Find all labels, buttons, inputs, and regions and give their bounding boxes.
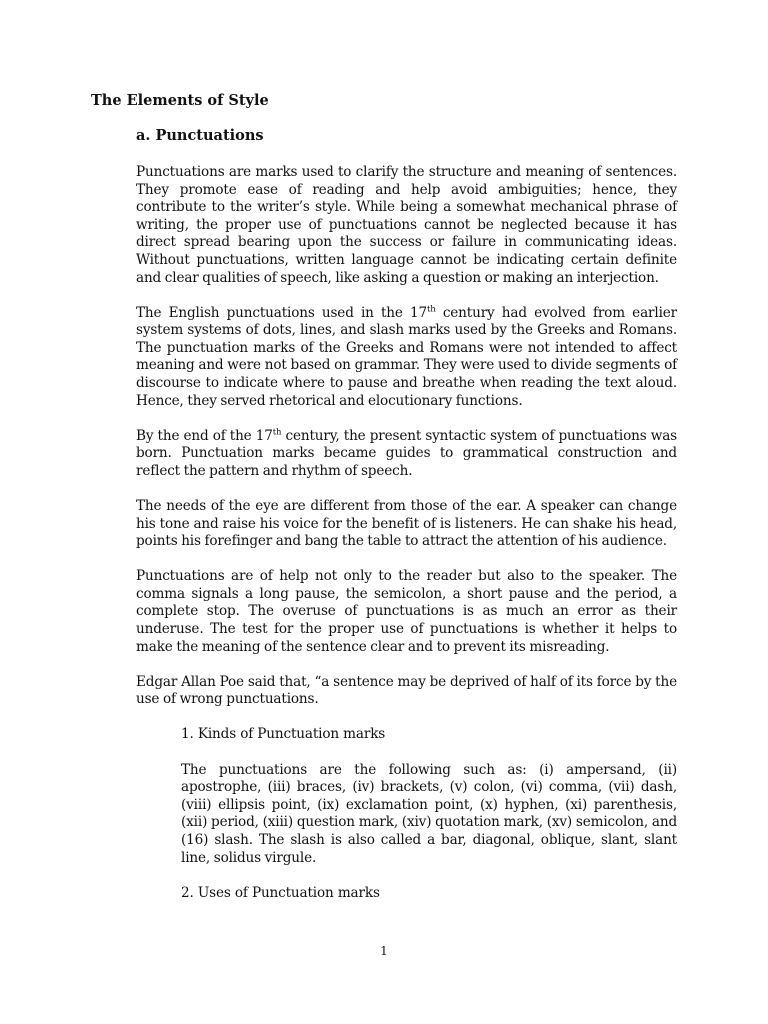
paragraph-syntactic-start: By the end of the 17	[136, 427, 273, 444]
paragraph-reader-and-speaker: Punctuations are of help not only to the reader but also to the speaker. The comma signals a long pause, the semicolon, a short pause and the period, a complete stop. The overuse of punctuations is as much an error as their underuse. The test for the proper use of punctuations is whether it helps to make the meaning of the sentence clear and to prevent its misreading.	[136, 568, 677, 655]
subsection-text-kinds: The punctuations are the following such as: (i) ampersand, (ii) apostrophe, (iii) braces, (iv) brackets, (v) colon, (vi) comma, (vii) dash, (viii) ellipsis point, (ix) exclamation point, (x) hyphen, (xi) parenthesis, (xii) period, (xiii) question mark, (xiv) quotation mark, (xv) semicolon, and (16) slash. The slash is also called a bar, diagonal, oblique, slant, slant line, solidus virgule.	[181, 761, 677, 866]
ordinal-suffix: th	[427, 304, 436, 315]
paragraph-history	[136, 305, 677, 411]
document-title: The Elements of Style	[91, 92, 269, 109]
paragraph-poe-quote: Edgar Allan Poe said that, “a sentence may be deprived of half of its force by the use of wrong punctuations.	[136, 673, 677, 708]
ordinal-suffix: th	[272, 427, 282, 438]
paragraph-history-start: The English punctuations used in the 17	[136, 304, 428, 321]
subsection-list	[181, 726, 677, 902]
page-number: 1	[380, 944, 388, 958]
subsection-heading-uses: 2. Uses of Punctuation marks	[181, 884, 380, 901]
paragraph-history-end: century had evolved from earlier system systems of dots, lines, and slash marks used by the Greeks and Romans. The punctuation marks of the Greeks and Romans were not intended to affect meaning and were not based on grammar. They were used to divide segments of discourse to indicate where to pause and breathe when reading the text aloud. Hence, they served rhetorical and elocutionary functions.	[136, 304, 678, 409]
section-heading: a. Punctuations	[136, 127, 264, 144]
subsection-heading-kinds: 1. Kinds of Punctuation marks	[181, 726, 386, 743]
paragraph-definition: Punctuations are marks used to clarify the structure and meaning of sentences. They promote ease of reading and help avoid ambiguities; hence, they contribute to the writer’s style. While being a somewhat mechanical phrase of writing, the proper use of punctuations cannot be neglected because it has direct spread bearing upon the success or failure in communicating ideas. Without punctuations, written language cannot be indicating certain definite and clear qualities of speech, like asking a question or making an interjection.	[136, 164, 677, 286]
paragraph-eye-and-ear: The needs of the eye are different from those of the ear. A speaker can change his tone and raise his voice for the benefit of is listeners. He can shake his head, points his forefinger and bang the table to attract the attention of his audience.	[136, 498, 677, 550]
paragraph-syntactic-system	[136, 428, 677, 481]
paragraph-syntactic-end: century, the present syntactic system of punctuations was born. Punctuation marks became guides to grammatical construction and reflect the pattern and rhythm of speech.	[136, 427, 677, 479]
document-body	[136, 164, 677, 920]
